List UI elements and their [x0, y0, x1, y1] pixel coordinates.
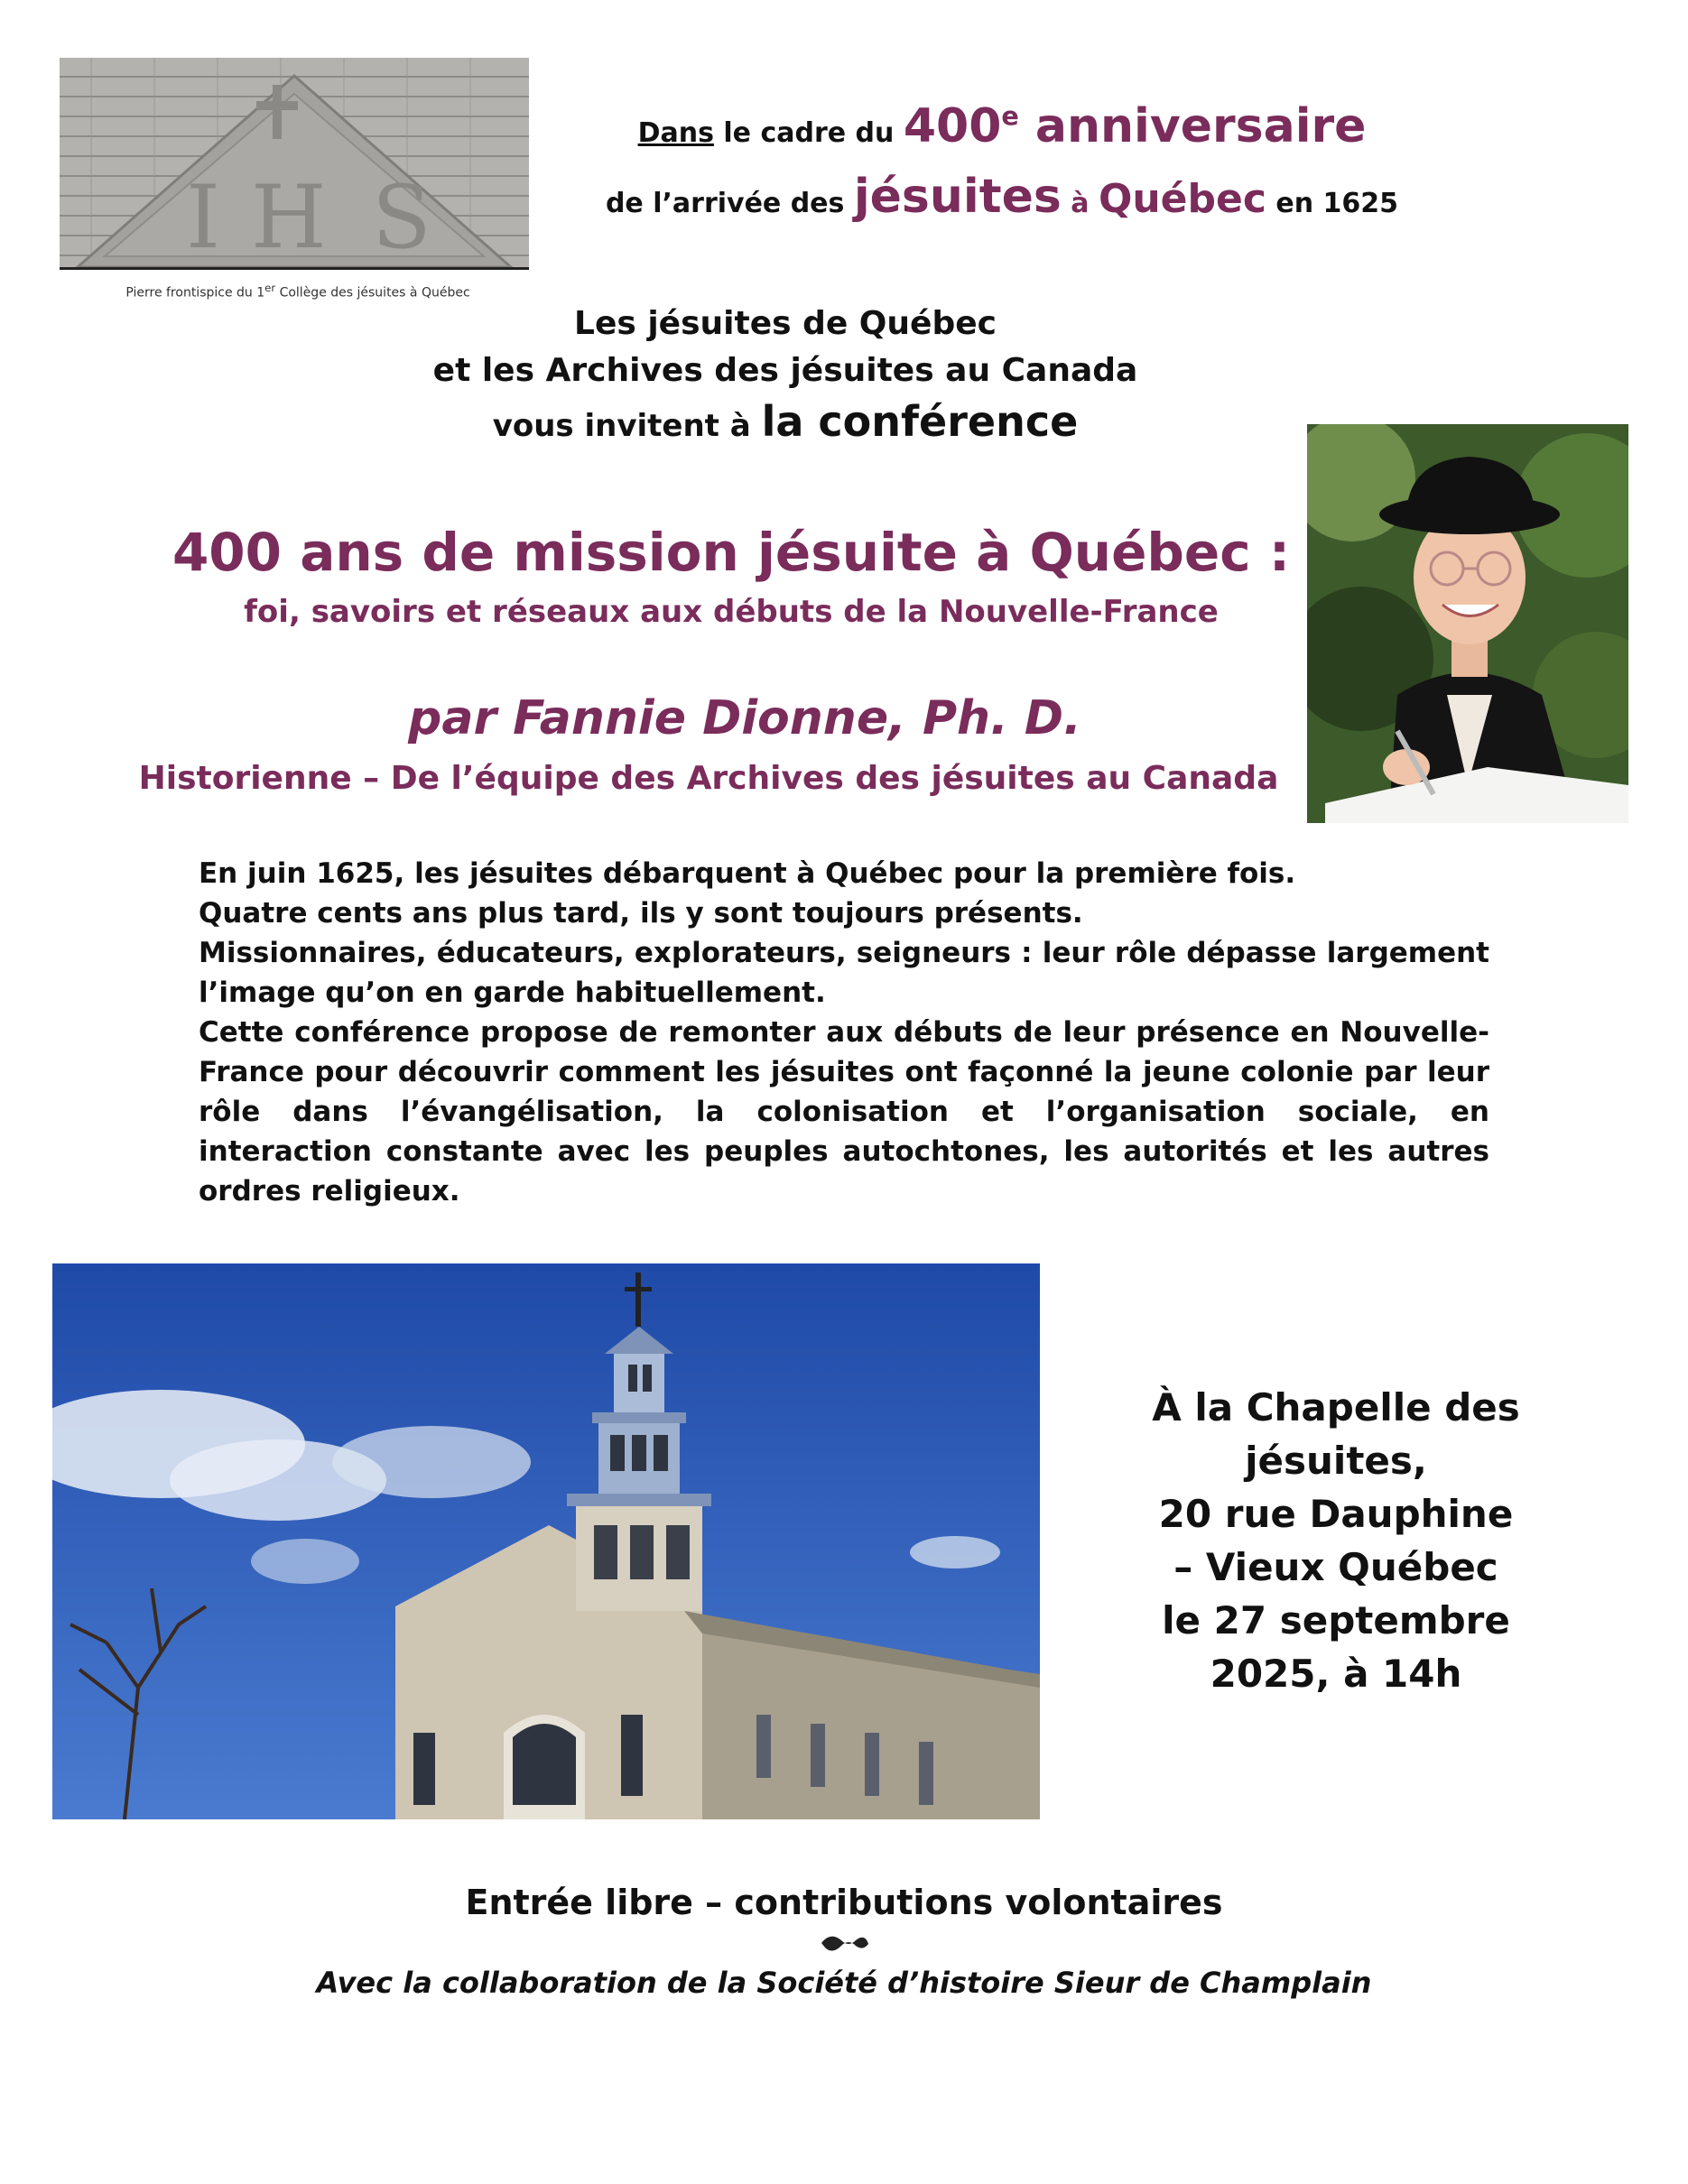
- fleuron-icon: [812, 1930, 876, 1957]
- venue-line-3: – Vieux Québec: [1173, 1545, 1498, 1589]
- header-jesuites: jésuites: [853, 170, 1062, 224]
- speaker-role: Historienne – De l’équipe des Archives des jésuites au Canada: [138, 760, 1279, 797]
- inviter-line-2: et les Archives des jésuites au Canada: [432, 352, 1138, 389]
- venue-line-4: le 27 septembre: [1162, 1598, 1510, 1643]
- header-mid: le cadre du: [713, 117, 904, 149]
- collaboration-note: Avec la collaboration de la Société d’histoire Sieur de Champlain: [316, 1966, 1372, 2000]
- chapel-photo-image: [52, 1263, 1040, 1819]
- stone-letter-h: H: [251, 167, 327, 267]
- caption-text: Pierre frontispice du 1: [125, 285, 265, 301]
- description-paragraph-2: Quatre cents ans plus tard, ils y sont toujours présents.: [199, 897, 1083, 930]
- header-quebec: Québec: [1098, 176, 1266, 222]
- venue-line-5: 2025, à 14h: [1210, 1652, 1462, 1696]
- venue-details: [1056, 1381, 1616, 1700]
- conference-label: la conférence: [761, 397, 1079, 446]
- header-arrivee: de l’arrivée des: [605, 188, 854, 219]
- description-paragraph-3: Missionnaires, éducateurs, explorateurs, seigneurs : leur rôle dépasse largement l’image qu’on en garde habituellement.: [199, 937, 1489, 1009]
- inviter-line-1: Les jésuites de Québec: [574, 305, 997, 342]
- stone-letter-i: I: [186, 167, 220, 267]
- inviter-line-3: [388, 397, 1183, 446]
- header-a: à: [1061, 188, 1099, 219]
- venue-line-1: À la Chapelle des jésuites,: [1152, 1385, 1520, 1483]
- speaker-portrait-image: [1307, 424, 1628, 823]
- header-line-1: [578, 99, 1426, 153]
- header-dans: Dans: [637, 117, 714, 149]
- venue-line-2: 20 rue Dauphine: [1158, 1492, 1514, 1536]
- description-paragraph-1: En juin 1625, les jésuites débarquent à Québec pour la première fois.: [199, 857, 1296, 890]
- stone-caption: [54, 282, 542, 301]
- description: [199, 854, 1489, 1211]
- conference-subtitle: foi, savoirs et réseaux aux débuts de la Nouvelle-France: [244, 594, 1219, 630]
- conference-title: 400 ans de mission jésuite à Québec :: [172, 522, 1291, 583]
- header-400: 400e anniversaire: [903, 99, 1367, 153]
- entry-info: Entrée libre – contributions volontaires: [465, 1883, 1223, 1922]
- caption-text-end: Collège des jésuites à Québec: [275, 285, 470, 301]
- stone-letter-s: S: [372, 167, 431, 267]
- inviter-text: vous invitent à: [492, 408, 762, 444]
- description-paragraph-4: Cette conférence propose de remonter aux débuts de leur présence en Nouvelle-France pour découvrir comment les jésuites ont façonné la jeune colonie par leur rôle dans l’évangélisation, la colonisation et l’organisation sociale, en interaction constante avec les peuples autochtones, les autorités et les autres ordres religieux.: [199, 1016, 1489, 1208]
- caption-sup: er: [264, 282, 276, 294]
- header-year: en 1625: [1266, 188, 1399, 219]
- stone-frontispiece-image: [60, 58, 529, 270]
- header-line-2: [578, 170, 1426, 224]
- speaker-name: par Fannie Dionne, Ph. D.: [408, 691, 1081, 745]
